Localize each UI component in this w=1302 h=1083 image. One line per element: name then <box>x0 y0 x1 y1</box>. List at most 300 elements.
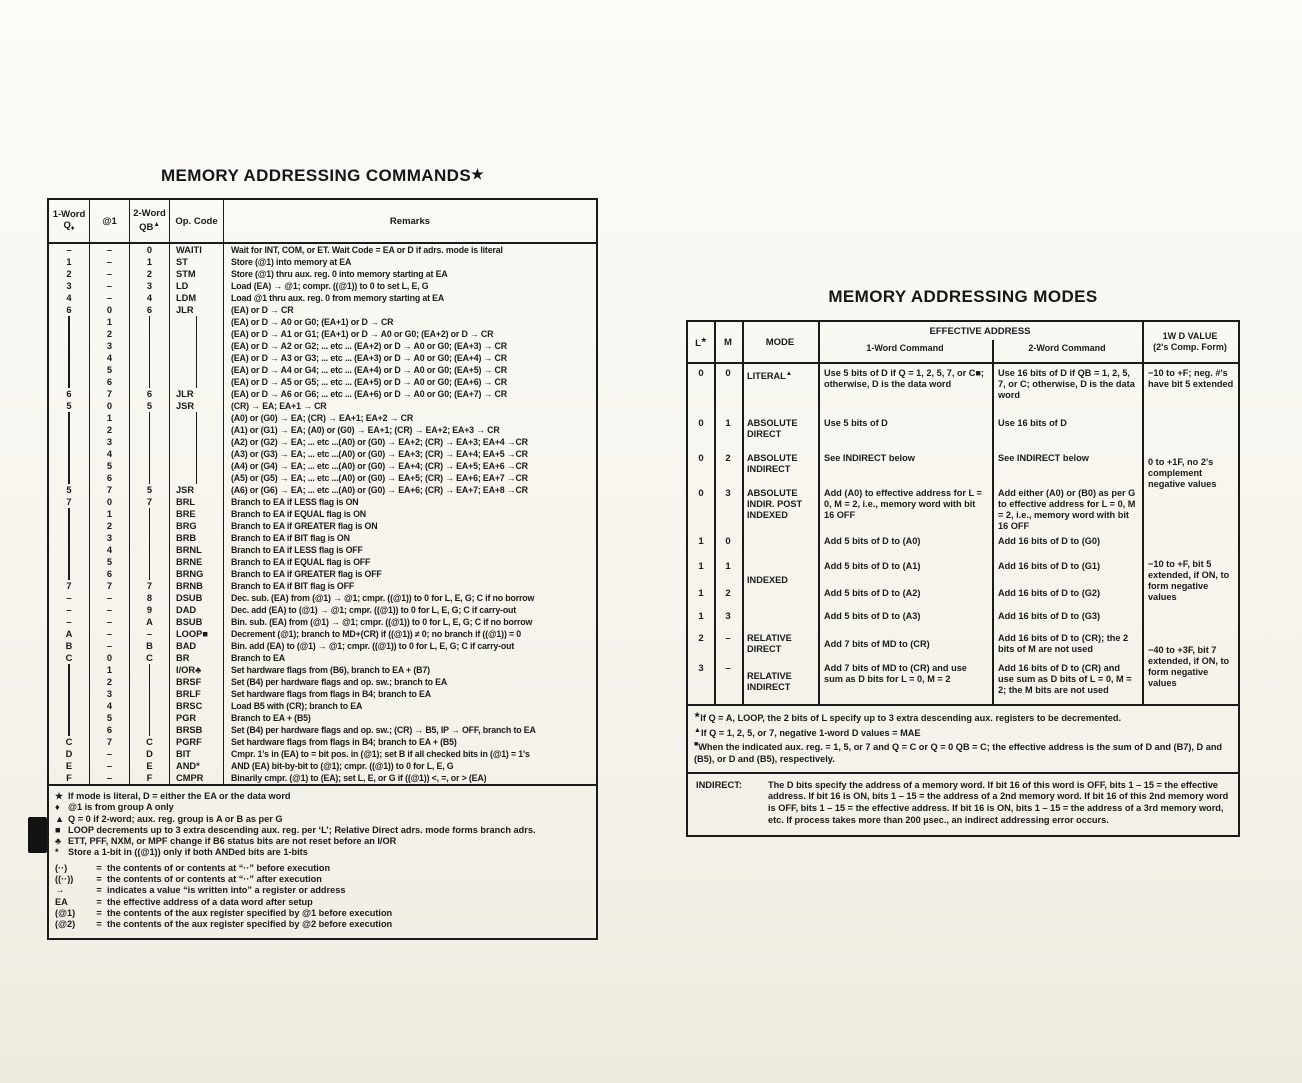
cell-2word-qb <box>130 472 170 484</box>
cell-at1: 1 <box>90 316 130 328</box>
cell-1word-q <box>49 568 90 580</box>
command-row <box>49 748 596 760</box>
cell-2word-qb: 6 <box>130 304 170 316</box>
cell-at1: – <box>90 640 130 652</box>
cell-1word-q <box>49 340 90 352</box>
footnote-mark-icon: ■ <box>694 741 699 749</box>
cell-mode: RELATIVE DIRECT <box>747 633 792 654</box>
cell-mode: ABSOLUTE INDIRECT <box>747 453 798 474</box>
cell-opcode: JSR <box>170 484 224 496</box>
header-divider <box>818 322 820 362</box>
commands-footnotes <box>49 784 596 938</box>
cell-opcode <box>170 436 224 448</box>
cell-remark: (EA) or D → A0 or G0; (EA+1) or D → CR <box>231 317 394 327</box>
cell-remark: (EA) or D → A3 or G3; ... etc ... (EA+3) or D → A0 or G0; (EA+4) → CR <box>231 353 507 363</box>
cell-remark: Branch to EA if EQUAL flag is ON <box>231 509 366 519</box>
cell-remark: (A2) or (G2) → EA; ... etc ...(A0) or (G0) → EA+2; (CR) → EA+3; EA+4 →CR <box>231 437 528 447</box>
modes-table-body <box>688 364 1238 704</box>
cell-at1: – <box>90 592 130 604</box>
cell-1word: Add 7 bits of MD to (CR) <box>824 638 930 649</box>
command-row <box>49 580 596 592</box>
command-row <box>49 544 596 556</box>
cell-opcode: AND* <box>170 760 224 772</box>
cell-2word-qb <box>130 436 170 448</box>
cell-at1: 0 <box>90 652 130 664</box>
definition-equals: = <box>96 896 102 907</box>
cell-2word-qb <box>130 544 170 556</box>
cell-1word-q: 6 <box>49 304 90 316</box>
cell-at1: 3 <box>90 688 130 700</box>
header-remarks: Remarks <box>389 215 431 227</box>
cell-1word: Use 5 bits of D <box>824 418 888 428</box>
footnote-mark-icon: * <box>55 847 59 858</box>
footnote-text: If mode is literal, D = either the EA or the data word <box>68 791 291 801</box>
cell-1word-q <box>49 520 90 532</box>
cell-opcode: BRNE <box>170 556 224 568</box>
star-footnote-icon: ★ <box>471 166 485 182</box>
definition-symbol: ((··)) <box>55 874 74 885</box>
cell-1word-q <box>49 472 90 484</box>
cell-1word-q: 5 <box>49 400 90 412</box>
cell-remark: (A3) or (G3) → EA; ... etc ...(A0) or (G0) → EA+3; (CR) → EA+4; EA+5 →CR <box>231 449 528 459</box>
cell-at1: 0 <box>90 400 130 412</box>
command-row <box>49 712 596 724</box>
header-2word-qb: 2-Word QB▲ <box>130 200 170 242</box>
cell-remark: (EA) or D → A2 or G2; ... etc ... (EA+2) or D → A0 or G0; (EA+3) → CR <box>231 341 507 351</box>
cell-2word: Add 16 bits of D to (CR); the 2 bits of M are not used <box>998 633 1129 654</box>
footnote-mark-icon: ■ <box>55 824 61 835</box>
definition-equals: = <box>96 885 102 896</box>
cell-2word-qb <box>130 688 170 700</box>
footnote-mark-icon: ▲ <box>55 813 65 824</box>
cell-1word: Add (A0) to effective address for L = 0, M = 2, i.e., memory word with bit 16 OFF <box>824 488 982 520</box>
cell-1word-q <box>49 532 90 544</box>
cell-1word-q: – <box>49 616 90 628</box>
cell-opcode <box>170 316 224 328</box>
commands-title-text: MEMORY ADDRESSING COMMANDS <box>160 166 472 185</box>
cell-remark: (CR) → EA; EA+1 → CR <box>231 401 327 411</box>
cell-remark: Set hardware flags from flags in B4; branch to EA + (B5) <box>231 737 457 747</box>
cell-1word-q: A <box>49 628 90 640</box>
cell-l: 3 <box>698 663 704 674</box>
column-divider <box>714 364 716 704</box>
header-divider <box>714 322 716 362</box>
cell-at1: 0 <box>90 304 130 316</box>
cell-m: 3 <box>725 611 731 622</box>
header-divider <box>742 322 744 362</box>
cell-2word-qb <box>130 376 170 388</box>
cell-at1: 4 <box>90 352 130 364</box>
cell-remark: Branch to EA if BIT flag is ON <box>231 533 350 543</box>
cell-m: 1 <box>725 561 731 572</box>
definition-text: indicates a value “is written into” a register or address <box>107 885 346 896</box>
cell-remark: Dec. add (EA) to (@1) → @1; cmpr. ((@1)) to 0 for L, E, G; C if carry-out <box>231 605 517 615</box>
commands-table-body <box>49 244 596 784</box>
cell-1word-q: – <box>49 244 90 256</box>
header-1w-d-value: 1W D VALUE (2's Comp. Form) <box>1153 331 1227 352</box>
cell-2word: Add 16 bits of D to (G0) <box>998 536 1101 546</box>
footnote-line <box>694 710 1230 725</box>
cell-remark: Branch to EA if GREATER flag is ON <box>231 521 378 531</box>
cell-1word: Add 7 bits of MD to (CR) and use sum as D bits for L = 0, M = 2 <box>824 663 967 684</box>
cell-opcode: WAITI <box>170 244 224 256</box>
definition-line <box>55 897 588 908</box>
command-row <box>49 652 596 664</box>
cell-2word-qb <box>130 556 170 568</box>
modes-table-header <box>688 322 1238 364</box>
header-divider <box>1142 322 1144 362</box>
definition-line <box>55 863 588 874</box>
cell-m: 0 <box>725 368 731 379</box>
footnote-line <box>55 814 588 825</box>
cell-l: 1 <box>698 611 704 622</box>
cell-at1: – <box>90 772 130 784</box>
cell-dvalue: −40 to +3F, bit 7 extended, if ON, to form negative values <box>1148 644 1230 688</box>
cell-1word-q <box>49 712 90 724</box>
cell-2word-qb: E <box>130 760 170 772</box>
cell-1word-q <box>49 412 90 424</box>
indirect-label: INDIRECT: <box>696 779 742 790</box>
footnote-line <box>694 739 1230 765</box>
command-row <box>49 688 596 700</box>
modes-title-text: MEMORY ADDRESSING MODES <box>828 287 1098 306</box>
notation-definitions <box>55 863 588 931</box>
cell-2word: Use 16 bits of D <box>998 418 1067 428</box>
definition-text: the contents of the aux register specified by @2 before execution <box>107 919 393 930</box>
cell-2word-qb <box>130 724 170 736</box>
cell-1word-q <box>49 700 90 712</box>
cell-opcode: LD <box>170 280 224 292</box>
cell-1word-q <box>49 376 90 388</box>
cell-remark: Set hardware flags from flags in B4; branch to EA <box>231 689 431 699</box>
cell-1word-q: C <box>49 652 90 664</box>
command-row <box>49 496 596 508</box>
cell-2word: Add 16 bits of D to (G1) <box>998 561 1101 571</box>
cell-1word: Add 5 bits of D to (A0) <box>824 536 921 546</box>
command-row <box>49 400 596 412</box>
cell-opcode: I/OR♣ <box>170 664 224 676</box>
cell-2word: Use 16 bits of D if QB = 1, 2, 5, 7, or C; otherwise, D is the data word <box>998 368 1135 400</box>
cell-remark: Load B5 with (CR); branch to EA <box>231 701 363 711</box>
definition-symbol: (@1) <box>55 907 76 918</box>
cell-at1: – <box>90 292 130 304</box>
cell-opcode: DAD <box>170 604 224 616</box>
footnote-mark-icon: ♣ <box>55 836 62 847</box>
cell-opcode: PGRF <box>170 736 224 748</box>
footnote-line <box>55 836 588 847</box>
cell-opcode <box>170 460 224 472</box>
cell-remark: Store (@1) thru aux. reg. 0 into memory starting at EA <box>231 269 448 279</box>
cell-opcode: JLR <box>170 304 224 316</box>
definition-symbol: → <box>55 885 65 896</box>
cell-remark: Wait for INT, COM, or ET. Wait Code = EA or D if adrs. mode is literal <box>231 245 503 255</box>
command-row <box>49 340 596 352</box>
cell-opcode: BRLF <box>170 688 224 700</box>
command-row <box>49 328 596 340</box>
footnote-line <box>55 825 588 836</box>
cell-1word-q: 6 <box>49 388 90 400</box>
cell-2word-qb <box>130 340 170 352</box>
header-m: M <box>724 336 732 348</box>
cell-opcode: JLR <box>170 388 224 400</box>
cell-1word-q: B <box>49 640 90 652</box>
header-mode: MODE <box>765 336 795 348</box>
footnote-text: LOOP decrements up to 3 extra descending aux. reg. per ‘L’; Relative Direct adrs. mode forms branch adrs. <box>68 824 536 835</box>
symbol-footnotes <box>55 791 588 859</box>
cell-remark: (EA) or D → A5 or G5; ... etc ... (EA+5) or D → A0 or G0; (EA+6) → CR <box>231 377 507 387</box>
cell-1word-q: F <box>49 772 90 784</box>
cell-1word-q <box>49 364 90 376</box>
definition-equals: = <box>96 874 102 885</box>
column-divider <box>818 364 820 704</box>
command-row <box>49 304 596 316</box>
cell-opcode: PGR <box>170 712 224 724</box>
cell-at1: 1 <box>90 412 130 424</box>
cell-2word-qb <box>130 664 170 676</box>
cell-dvalue: −10 to +F, bit 5 extended, if ON, to form negative values <box>1148 558 1230 602</box>
cell-2word-qb <box>130 568 170 580</box>
cell-1word-q <box>49 436 90 448</box>
cell-opcode: BAD <box>170 640 224 652</box>
cell-2word-qb: 7 <box>130 580 170 592</box>
cell-2word-qb: 1 <box>130 256 170 268</box>
scan-edge-mark <box>28 817 47 853</box>
cell-at1: 4 <box>90 448 130 460</box>
cell-1word-q <box>49 664 90 676</box>
cell-opcode <box>170 448 224 460</box>
cell-remark: Store (@1) into memory at EA <box>231 257 352 267</box>
cell-mode: LITERAL▲ <box>747 370 793 382</box>
cell-1word-q: 2 <box>49 268 90 280</box>
cell-2word-qb: 8 <box>130 592 170 604</box>
cell-1word: Use 5 bits of D if Q = 1, 2, 5, 7, or C■; otherwise, D is the data word <box>824 368 984 389</box>
cell-opcode: BRNB <box>170 580 224 592</box>
cell-2word-qb: D <box>130 748 170 760</box>
cell-at1: 2 <box>90 424 130 436</box>
indirect-note <box>688 772 1238 835</box>
cell-opcode: CMPR <box>170 772 224 784</box>
cell-2word-qb <box>130 352 170 364</box>
command-row <box>49 628 596 640</box>
cell-2word-qb <box>130 364 170 376</box>
cell-1word: See INDIRECT below <box>824 453 915 463</box>
cell-at1: 6 <box>90 376 130 388</box>
cell-remark: Branch to EA if LESS flag is ON <box>231 497 359 507</box>
command-row <box>49 388 596 400</box>
command-row <box>49 424 596 436</box>
cell-l: 0 <box>698 418 704 429</box>
header-opcode: Op. Code <box>170 200 224 242</box>
cell-at1: 6 <box>90 724 130 736</box>
header-1word-command: 1-Word Command <box>866 343 944 353</box>
cell-at1: 5 <box>90 556 130 568</box>
cell-at1: 5 <box>90 364 130 376</box>
cell-opcode: LDM <box>170 292 224 304</box>
command-row <box>49 448 596 460</box>
cell-at1: – <box>90 244 130 256</box>
cell-remark: Branch to EA if LESS flag is OFF <box>231 545 363 555</box>
cell-opcode: BRSB <box>170 724 224 736</box>
cell-l: 1 <box>698 536 704 547</box>
cell-1word-q: 4 <box>49 292 90 304</box>
cell-remark: Dec. sub. (EA) from (@1) → @1; cmpr. ((@1)) to 0 for L, E, G; C if no borrow <box>231 593 535 603</box>
cell-1word-q: – <box>49 604 90 616</box>
cell-remark: (EA) or D → A1 or G1; (EA+1) or D → A0 or G0; (EA+2) or D → CR <box>231 329 494 339</box>
cell-2word-qb <box>130 712 170 724</box>
definition-line <box>55 919 588 930</box>
cell-2word: Add 16 bits of D to (G2) <box>998 588 1101 598</box>
footnote-text: If Q = A, LOOP, the 2 bits of L specify up to 3 extra descending aux. registers to be decremented. <box>700 713 1122 724</box>
cell-at1: 2 <box>90 520 130 532</box>
command-row <box>49 640 596 652</box>
cell-2word-qb: 0 <box>130 244 170 256</box>
command-row <box>49 664 596 676</box>
cell-m: 2 <box>725 453 731 464</box>
cell-remark: Set (B4) per hardware flags and op. sw.; (CR) → B5, IP → OFF, branch to EA <box>231 725 536 735</box>
cell-2word-qb <box>130 424 170 436</box>
cell-2word-qb: A <box>130 616 170 628</box>
command-row <box>49 736 596 748</box>
cell-opcode <box>170 364 224 376</box>
command-row <box>49 316 596 328</box>
cell-mode-indexed: INDEXED <box>747 575 788 585</box>
footnote-line <box>694 725 1230 740</box>
cell-1word-q <box>49 352 90 364</box>
cell-2word-qb: 5 <box>130 484 170 496</box>
cell-1word: Add 5 bits of D to (A1) <box>824 561 921 571</box>
cell-opcode: BRG <box>170 520 224 532</box>
definition-text: the contents of or contents at “··” after execution <box>107 874 322 885</box>
cell-at1: 1 <box>90 508 130 520</box>
command-row <box>49 676 596 688</box>
cell-opcode: BRE <box>170 508 224 520</box>
cell-at1: – <box>90 604 130 616</box>
cell-mode: ABSOLUTE INDIR. POST INDEXED <box>747 488 803 520</box>
cell-2word-qb: 4 <box>130 292 170 304</box>
cell-remark: (A4) or (G4) → EA; ... etc ...(A0) or (G0) → EA+4; (CR) → EA+5; EA+6 →CR <box>231 461 528 471</box>
cell-remark: Branch to EA + (B5) <box>231 713 311 723</box>
definition-equals: = <box>96 907 102 918</box>
cell-remark: Branch to EA <box>231 653 285 663</box>
cell-1word-q <box>49 316 90 328</box>
cell-at1: – <box>90 268 130 280</box>
cell-opcode: BRNG <box>170 568 224 580</box>
cell-1word: Add 5 bits of D to (A2) <box>824 588 921 598</box>
command-row <box>49 604 596 616</box>
cell-opcode: BIT <box>170 748 224 760</box>
cell-2word-qb <box>130 700 170 712</box>
command-row <box>49 280 596 292</box>
cell-opcode: BR <box>170 652 224 664</box>
cell-l: 1 <box>698 588 704 599</box>
cell-m: – <box>725 663 731 674</box>
cell-at1: 5 <box>90 712 130 724</box>
header-effective-address: EFFECTIVE ADDRESS <box>929 326 1031 337</box>
triangle-footnote-icon: ▲ <box>785 370 793 377</box>
column-divider <box>1142 364 1144 704</box>
modes-table <box>686 320 1240 837</box>
header-2word-command: 2-Word Command <box>1028 343 1106 353</box>
cell-1word-q <box>49 544 90 556</box>
footnote-text: If Q = 1, 2, 5, or 7, negative 1-word D values = MAE <box>700 727 921 738</box>
cell-m: 3 <box>725 488 731 499</box>
cell-1word-q <box>49 556 90 568</box>
cell-opcode <box>170 472 224 484</box>
cell-1word-q <box>49 688 90 700</box>
cell-2word-qb <box>130 532 170 544</box>
cell-l: 2 <box>698 633 704 644</box>
cell-1word-q: D <box>49 748 90 760</box>
cell-remark: (A6) or (G6) → EA; ... etc ...(A0) or (G0) → EA+6; (CR) → EA+7; EA+8 →CR <box>231 485 528 495</box>
cell-at1: – <box>90 256 130 268</box>
footnote-mark-icon: ★ <box>55 791 64 801</box>
cell-opcode: BRB <box>170 532 224 544</box>
definition-line <box>55 908 588 919</box>
cell-2word-qb: 3 <box>130 280 170 292</box>
cell-at1: 7 <box>90 580 130 592</box>
footnote-line <box>55 791 588 802</box>
definition-equals: = <box>96 862 102 873</box>
header-divider <box>992 340 994 362</box>
cell-opcode <box>170 424 224 436</box>
cell-remark: (A5) or (G5) → EA; ... etc ...(A0) or (G0) → EA+5; (CR) → EA+6; EA+7 →CR <box>231 473 528 483</box>
cell-1word-q: 7 <box>49 580 90 592</box>
cell-m: – <box>725 633 731 644</box>
cell-2word-qb <box>130 448 170 460</box>
cell-2word-qb: 5 <box>130 400 170 412</box>
command-row <box>49 592 596 604</box>
cell-at1: 2 <box>90 676 130 688</box>
cell-remark: (A0) or (G0) → EA; (CR) → EA+1; EA+2 → CR <box>231 413 414 423</box>
command-row <box>49 484 596 496</box>
footnote-line <box>55 847 588 858</box>
command-row <box>49 436 596 448</box>
definition-text: the effective address of a data word after setup <box>107 896 313 907</box>
cell-1word-q <box>49 460 90 472</box>
cell-2word-qb: 9 <box>130 604 170 616</box>
cell-1word: Add 5 bits of D to (A3) <box>824 611 921 621</box>
footnote-mark-icon: ★ <box>694 712 701 719</box>
cell-mode: ABSOLUTE DIRECT <box>747 418 798 439</box>
cell-2word-qb: 2 <box>130 268 170 280</box>
cell-2word-qb: B <box>130 640 170 652</box>
cell-1word-q <box>49 448 90 460</box>
cell-at1: 0 <box>90 496 130 508</box>
cell-at1: 7 <box>90 388 130 400</box>
command-row <box>49 568 596 580</box>
cell-2word-qb <box>130 520 170 532</box>
definition-text: the contents of the aux register specified by @1 before execution <box>107 907 393 918</box>
cell-2word-qb <box>130 508 170 520</box>
cell-at1: 3 <box>90 532 130 544</box>
definition-line <box>55 885 588 896</box>
cell-opcode: BRL <box>170 496 224 508</box>
cell-remark: Set (B4) per hardware flags and op. sw.; branch to EA <box>231 677 448 687</box>
command-row <box>49 772 596 784</box>
cell-2word: Add either (A0) or (B0) as per G to effective address for L = 0, M = 2, i.e., memory word with bit 16 OFF <box>998 488 1136 531</box>
cell-at1: 2 <box>90 328 130 340</box>
definition-symbol: EA <box>55 896 68 907</box>
cell-at1: 4 <box>90 700 130 712</box>
cell-opcode <box>170 340 224 352</box>
cell-1word-q: 3 <box>49 280 90 292</box>
cell-opcode <box>170 376 224 388</box>
cell-remark: (A1) or (G1) → EA; (A0) or (G0) → EA+1; (CR) → EA+2; EA+3 → CR <box>231 425 500 435</box>
cell-at1: 3 <box>90 436 130 448</box>
cell-1word-q: – <box>49 592 90 604</box>
cell-at1: – <box>90 628 130 640</box>
command-row <box>49 700 596 712</box>
